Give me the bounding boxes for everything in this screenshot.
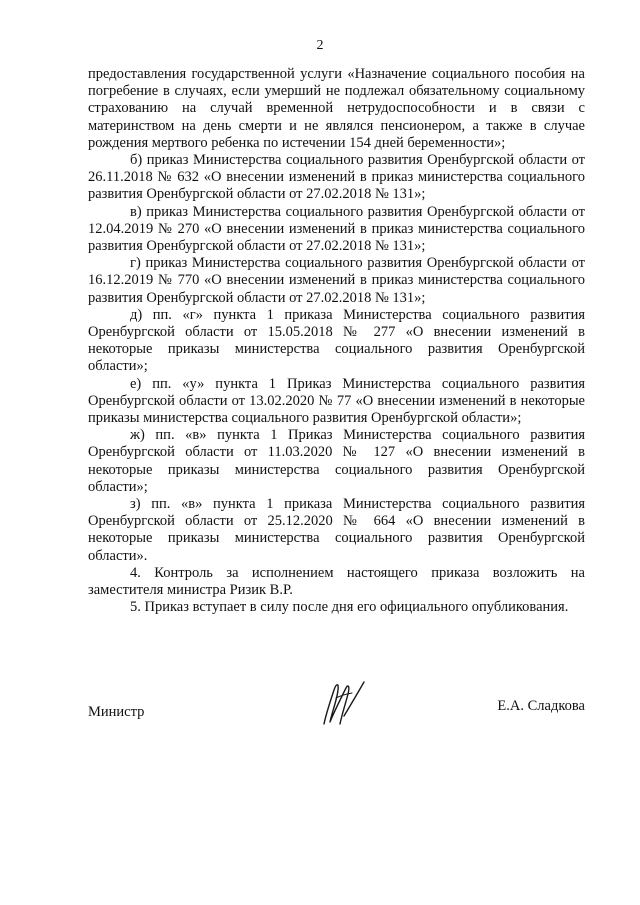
paragraph-item-e: е) пп. «у» пункта 1 Приказ Министерства социального развития Оренбургской области от 13.02.2020 № 77 «О внесении изменений в некоторые приказы министерства социального развития Оренбургской области»; [88,375,585,427]
paragraph-item-v: в) приказ Министерства социального развития Оренбургской области от 12.04.2019 № 270 «О внесении изменений в приказ министерства социального развития Оренбургской области от 27.02.2018 № 131»; [88,203,585,255]
signer-position: Министр [88,704,145,720]
signer-name: Е.А. Сладкова [497,698,585,714]
document-body [88,66,585,617]
paragraph-item-g: г) приказ Министерства социального развития Оренбургской области от 16.12.2019 № 770 «О внесении изменений в приказ министерства социального развития Оренбургской области от 27.02.2018 № 131»; [88,255,585,306]
paragraph-continuation: предоставления государственной услуги «Назначение социального пособия на погребение в случаях, если умерший не подлежал обязательному социальному страхованию на случай временной нетрудоспособности и в связи с материнством на день смерти и не являлся пенсионером, а также в случае рождения мертвого ребенка по истечении 154 дней беременности»; [88,66,585,151]
paragraph-clause-5: 5. Приказ вступает в силу после дня его официального опубликования. [130,599,569,616]
paragraph-item-d: д) пп. «г» пункта 1 приказа Министерства социального развития Оренбургской области от 15.05.2018 № 277 «О внесении изменений в некоторые приказы министерства социального развития Оренбургской области»; [88,306,585,375]
paragraph-item-b: б) приказ Министерства социального развития Оренбургской области от 26.11.2018 № 632 «О внесении изменений в приказ министерства социального развития Оренбургской области от 27.02.2018 № 131»; [88,152,585,203]
paragraph-clause-4: 4. Контроль за исполнением настоящего приказа возложить на заместителя министра Ризик В.Р. [88,564,585,599]
page-number: 2 [316,38,324,53]
signature-block [88,690,585,750]
paragraph-item-z: з) пп. «в» пункта 1 приказа Министерства социального развития Оренбургской области от 25.12.2020 № 664 «О внесении изменений в некоторые приказы министерства социального развития Оренбургской области». [88,496,585,564]
paragraph-item-zh: ж) пп. «в» пункта 1 Приказ Министерства социального развития Оренбургской области от 11.03.2020 № 127 «О внесении изменений в некоторые приказы министерства социального развития Оренбургской области»; [88,427,585,495]
handwritten-signature [316,676,376,732]
